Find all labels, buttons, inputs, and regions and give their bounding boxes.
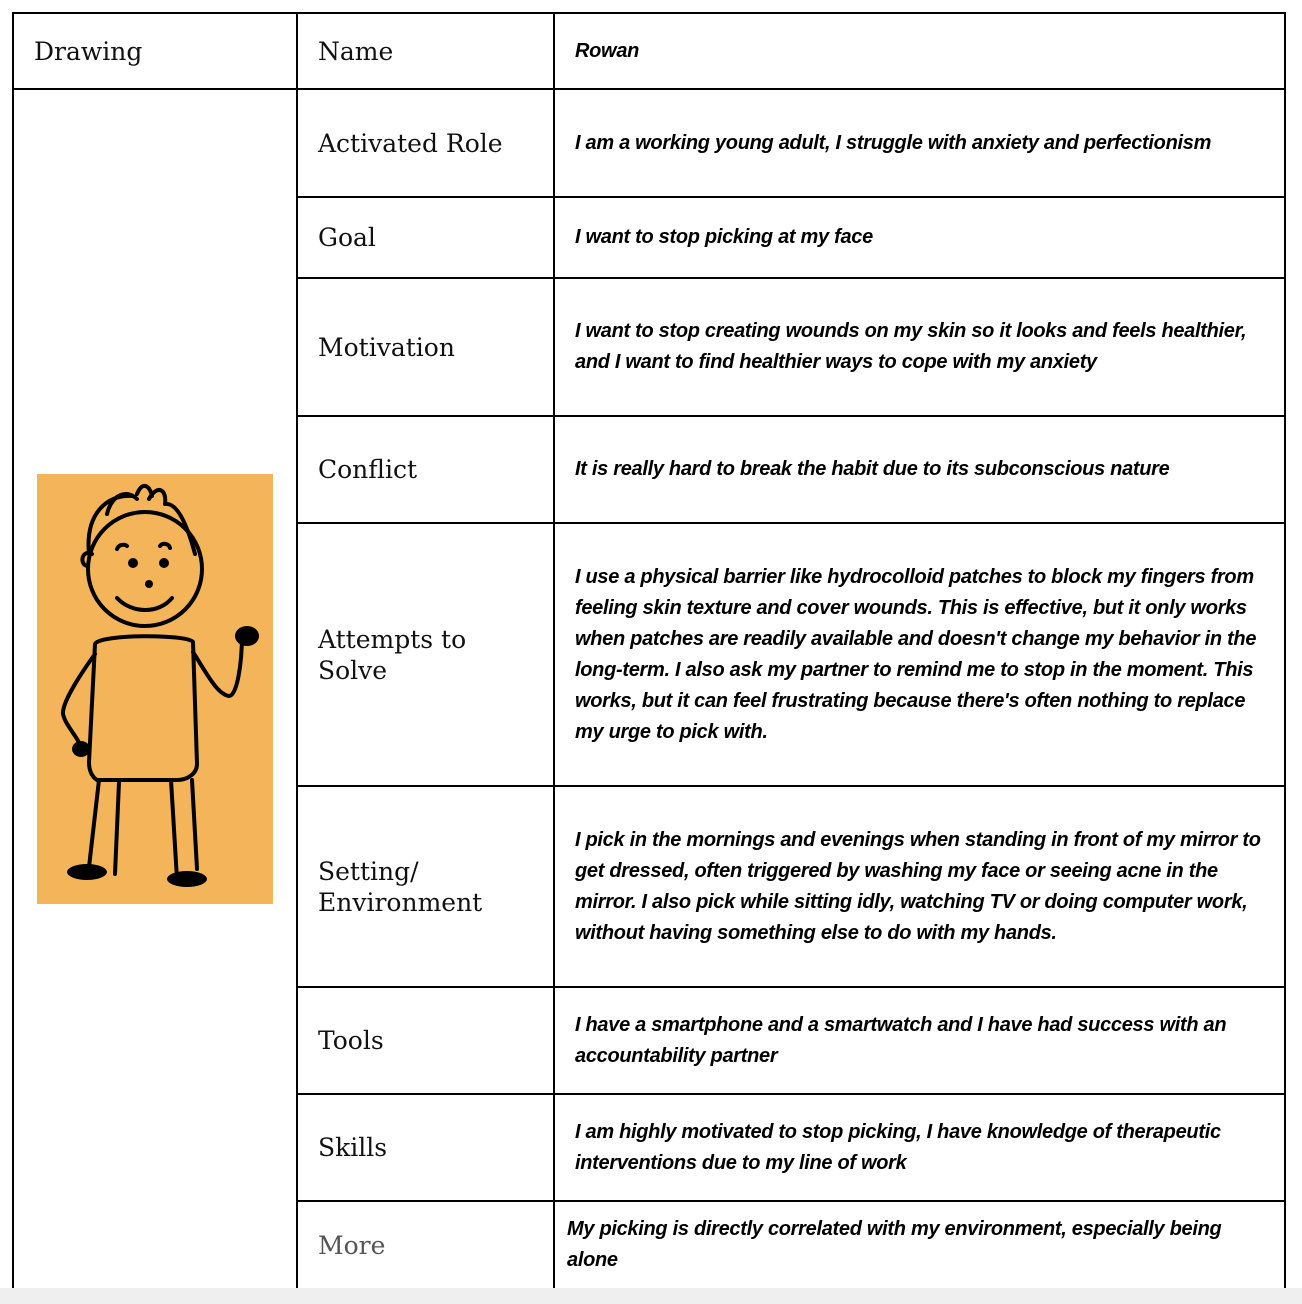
drawing-header: Drawing	[13, 13, 297, 89]
row-label-more: More	[297, 1201, 554, 1289]
bottom-edge	[0, 1288, 1302, 1304]
row-value-more: My picking is directly correlated with my environment, especially being alone	[554, 1201, 1285, 1289]
stick-figure-icon	[37, 474, 273, 904]
row-label-motivation: Motivation	[297, 278, 554, 416]
row-value-attempts: I use a physical barrier like hydrocolloid patches to block my fingers from feeling skin texture and cover wounds. This is effective, but it only works when patches are readily available and doesn't change my behavior in the long-term. I also ask my partner to remind me to stop in the moment. This works, but it can feel frustrating because there's often nothing to replace my urge to pick with.	[554, 523, 1285, 786]
drawing-cell	[13, 89, 297, 1289]
row-label-tools: Tools	[297, 987, 554, 1094]
row-value-goal: I want to stop picking at my face	[554, 197, 1285, 278]
row-label-attempts: Attempts to Solve	[297, 523, 554, 786]
row-label-activated-role: Activated Role	[297, 89, 554, 197]
row-label-goal: Goal	[297, 197, 554, 278]
name-value: Rowan	[554, 13, 1285, 89]
row-label-conflict: Conflict	[297, 416, 554, 523]
row-value-skills: I am highly motivated to stop picking, I have knowledge of therapeutic interventions due to my line of work	[554, 1094, 1285, 1201]
persona-drawing	[37, 474, 273, 904]
row-value-tools: I have a smartphone and a smartwatch and I have had success with an accountability partner	[554, 987, 1285, 1094]
name-label: Name	[297, 13, 554, 89]
table-row	[13, 89, 1285, 197]
header-row	[13, 13, 1285, 89]
row-value-setting: I pick in the mornings and evenings when standing in front of my mirror to get dressed, often triggered by washing my face or seeing acne in the mirror. I also pick while sitting idly, watching TV or doing computer work, without having something else to do with my hands.	[554, 786, 1285, 987]
row-label-skills: Skills	[297, 1094, 554, 1201]
row-value-conflict: It is really hard to break the habit due to its subconscious nature	[554, 416, 1285, 523]
row-value-motivation: I want to stop creating wounds on my skin so it looks and feels healthier, and I want to find healthier ways to cope with my anxiety	[554, 278, 1285, 416]
persona-table	[12, 12, 1286, 1290]
row-value-activated-role: I am a working young adult, I struggle with anxiety and perfectionism	[554, 89, 1285, 197]
row-label-setting: Setting/ Environment	[297, 786, 554, 987]
